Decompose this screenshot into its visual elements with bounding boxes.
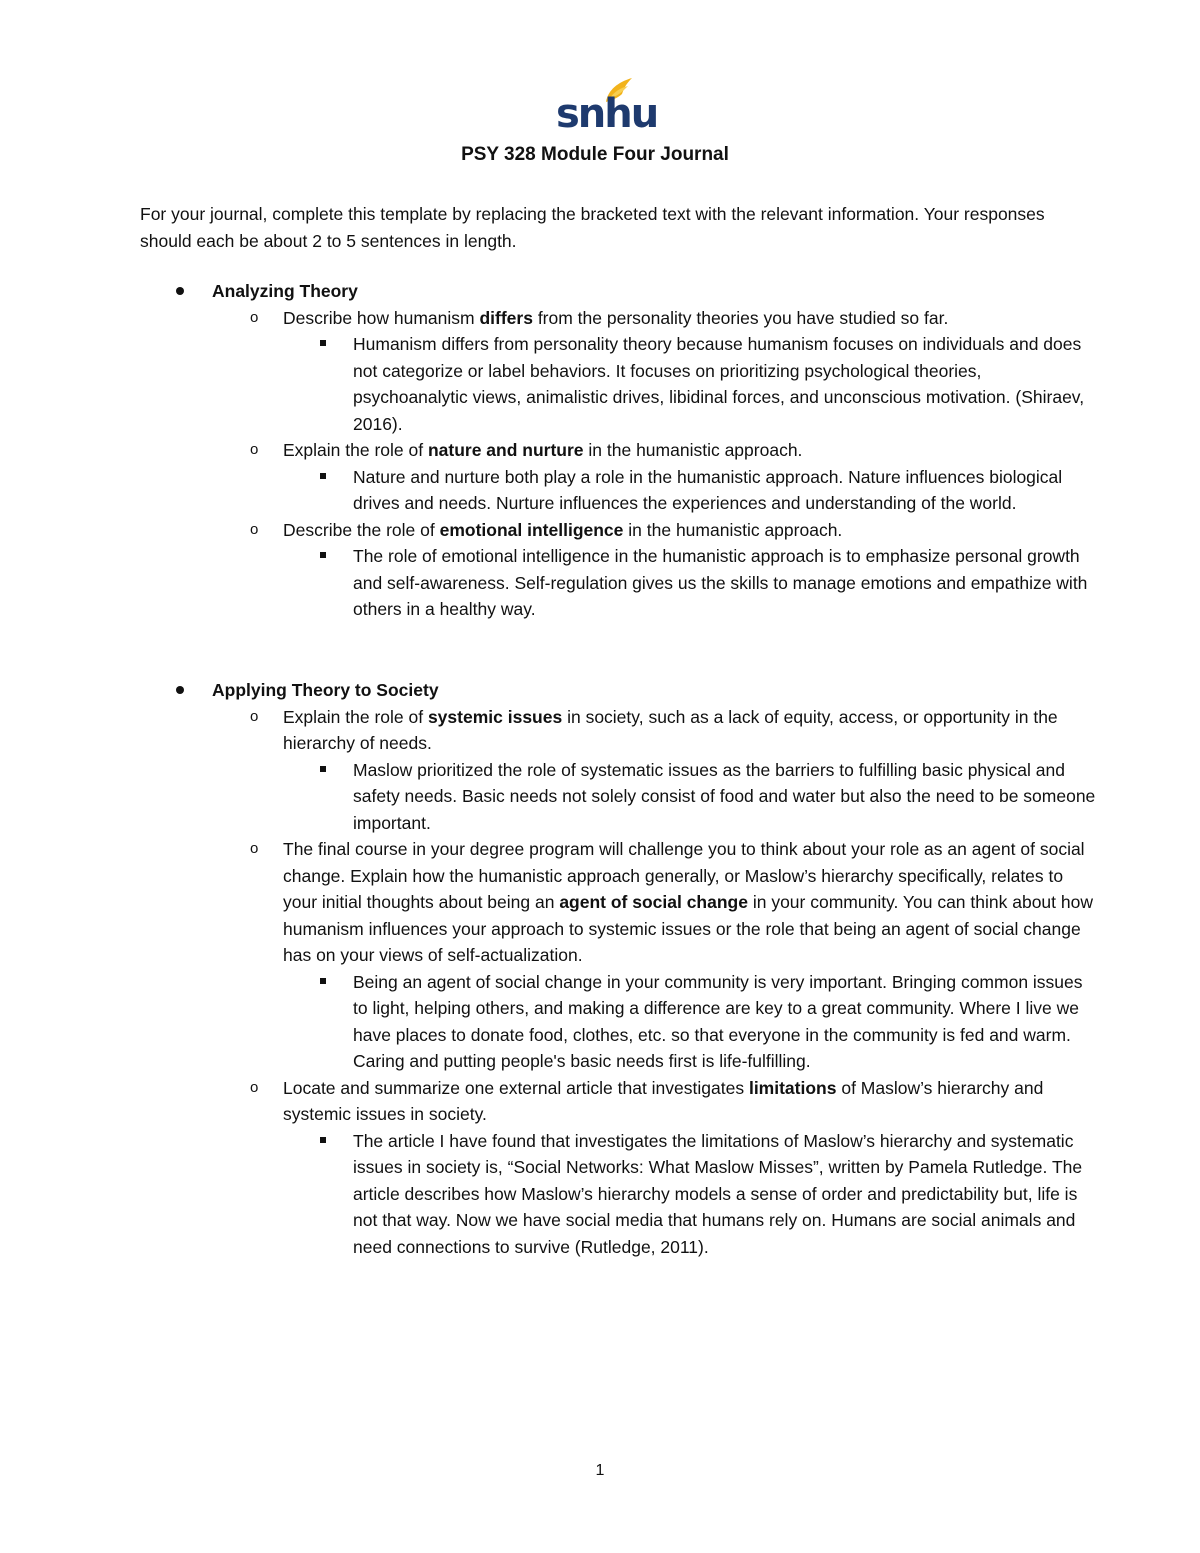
answer-text: Being an agent of social change in your community is very important. Bringing common issues to light, helping others, and making a difference are key to a great community. Where I live we have places to donate food, clothes, etc. so that everyone in the community is fed and warm. Caring and putting people's basic needs first is life-fulfilling. xyxy=(353,971,1083,1071)
question-text: Locate and summarize one external article that investigates limitations of Maslow’s hierarchy and systemic issues in society. xyxy=(283,1077,1044,1124)
question-text: Describe the role of emotional intelligence in the humanistic approach. xyxy=(283,519,843,540)
question xyxy=(140,517,1100,544)
logo-wordmark: snhu xyxy=(556,91,658,137)
answer xyxy=(140,757,1100,837)
sub-bullet-icon: o xyxy=(250,1078,259,1096)
answer xyxy=(140,969,1100,1075)
section-heading-text: Analyzing Theory xyxy=(212,281,358,301)
bullet-dot-icon xyxy=(176,287,184,295)
section-heading xyxy=(140,677,1100,704)
answer xyxy=(140,331,1100,437)
question xyxy=(140,437,1100,464)
square-bullet-icon xyxy=(320,766,326,772)
square-bullet-icon xyxy=(320,473,326,479)
bullet-dot-icon xyxy=(176,686,184,694)
sub-bullet-icon: o xyxy=(250,441,259,458)
section-applying-theory xyxy=(140,677,1100,1260)
question xyxy=(140,1075,1100,1128)
answer xyxy=(140,543,1100,623)
answer-text: Nature and nurture both play a role in the humanistic approach. Nature influences biological drives and needs. Nurture influences the experiences and understanding of the world. xyxy=(353,466,1063,513)
sub-bullet-icon: o xyxy=(250,707,259,725)
question-text: Explain the role of systemic issues in society, such as a lack of equity, access, or opportunity in the hierarchy of needs. xyxy=(283,706,1058,753)
section-analyzing-theory xyxy=(140,278,1100,623)
answer xyxy=(140,1128,1100,1261)
question-text: The final course in your degree program will challenge you to think about your role as an agent of social change. Explain how the humanistic approach generally, or Maslow’s hierarchy specifically, relates to your initial thoughts about being an agent of social change in your community. You can think about how humanism influences your approach to systemic issues or the role that being an agent of social change has on your views of self-actualization. xyxy=(283,839,1093,965)
intro-paragraph: For your journal, complete this template by replacing the bracketed text with the relevant information. Your responses should each be about 2 to 5 sentences in length. xyxy=(140,204,1045,251)
answer-text: The article I have found that investigates the limitations of Maslow’s hierarchy and systematic issues in society is, “Social Networks: What Maslow Misses”, written by Pamela Rutledge. The article describes how Maslow’s hierarchy models a sense of order and predictability but, life is not that way. Now we have social media that humans rely on. Humans are social animals and need connections to survive (Rutledge, 2011). xyxy=(353,1130,1083,1257)
page-title: PSY 328 Module Four Journal xyxy=(461,144,729,165)
snhu-logo xyxy=(556,76,658,137)
answer-text: Maslow prioritized the role of systematic issues as the barriers to fulfilling basic physical and safety needs. Basic needs not solely consist of food and water but also the need to be someone important. xyxy=(353,759,1096,833)
question xyxy=(140,704,1100,757)
square-bullet-icon xyxy=(320,340,326,346)
section-heading-text: Applying Theory to Society xyxy=(212,680,439,700)
answer xyxy=(140,464,1100,517)
square-bullet-icon xyxy=(320,978,326,984)
square-bullet-icon xyxy=(320,552,326,558)
question-text: Explain the role of nature and nurture in the humanistic approach. xyxy=(283,440,803,460)
answer-text: The role of emotional intelligence in the humanistic approach is to emphasize personal growth and self-awareness. Self-regulation gives us the skills to manage emotions and empathize with others in a healthy way. xyxy=(353,546,1088,619)
square-bullet-icon xyxy=(320,1137,326,1143)
question xyxy=(140,836,1100,969)
question-text: Describe how humanism differs from the personality theories you have studied so far. xyxy=(283,307,949,328)
sub-bullet-icon: o xyxy=(250,308,259,326)
question xyxy=(140,305,1100,332)
page-number: 1 xyxy=(595,1462,605,1479)
sub-bullet-icon: o xyxy=(250,840,259,857)
answer-text: Humanism differs from personality theory because humanism focuses on individuals and does not categorize or label behaviors. It focuses on prioritizing psychological theories, psychoanalytic views, animalistic drives, libidinal forces, and unconscious motivation. (Shiraev, 2016). xyxy=(353,334,1085,434)
sub-bullet-icon: o xyxy=(250,520,259,538)
section-heading xyxy=(140,278,1100,305)
